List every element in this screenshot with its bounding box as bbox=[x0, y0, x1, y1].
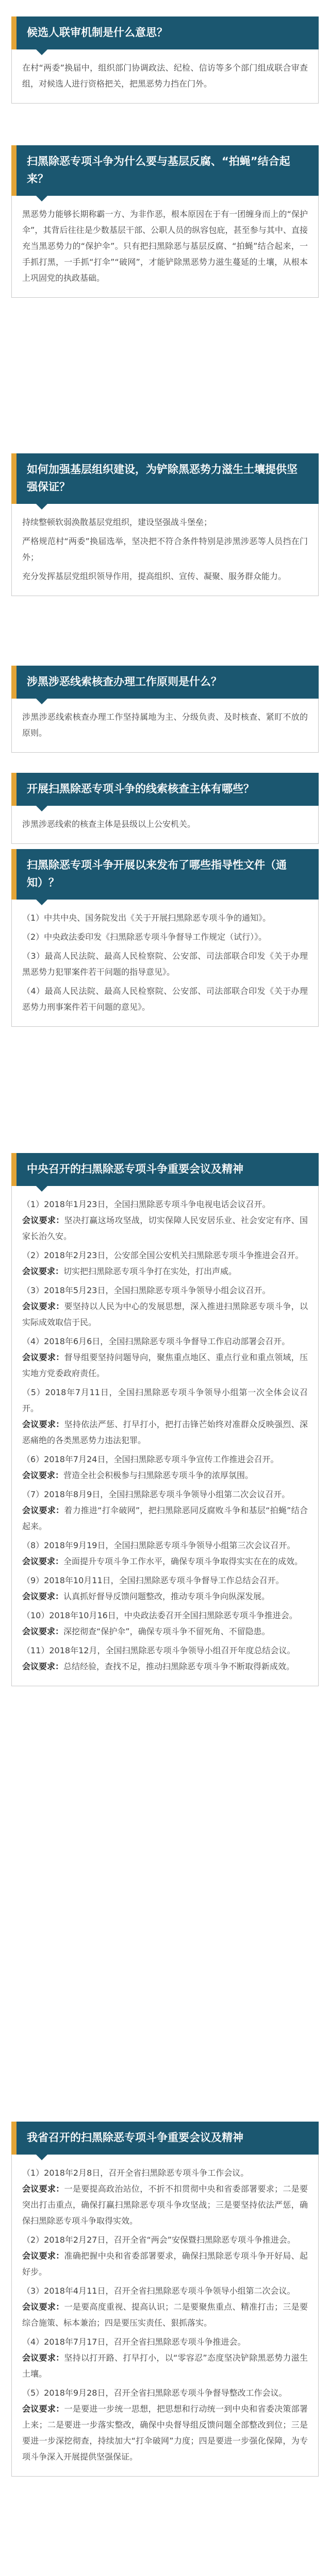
meeting-item bbox=[22, 1333, 308, 1381]
answer-body bbox=[11, 699, 319, 753]
document-item: （4）最高人民法院、最高人民检察院、公安部、司法部联合印发《关于办理恶势力刑事案件若干问题的意见》。 bbox=[22, 986, 308, 1012]
meeting-item bbox=[22, 2165, 308, 2229]
meeting-label: 会议要求： bbox=[22, 2404, 64, 2414]
document-item: （1）中共中央、国务院发出《关于开展扫黑除恶专项斗争的通知》。 bbox=[22, 913, 271, 923]
meeting-text: （5）2018年9月28日，召开全省扫黑除恶专项斗争督导整改工作会议。 bbox=[22, 2388, 287, 2398]
meeting-text: （5）2018年7月11日，全国扫黑除恶专项斗争领导小组第一次全体会议召开。 bbox=[22, 1387, 308, 1413]
meeting-label: 会议要求： bbox=[22, 1215, 64, 1225]
meeting-item bbox=[22, 2334, 308, 2382]
central-meetings-card bbox=[11, 1153, 319, 1686]
qa-card-verification-subject bbox=[11, 773, 319, 844]
meetings-list bbox=[11, 2155, 319, 2477]
meeting-spirit: 深挖彻查“保护伞”，确保专项斗争不留死角、不留隐患。 bbox=[63, 1626, 270, 1636]
question-heading: 扫黑除恶专项斗争为什么要与基层反腐、“拍蝇”结合起来？ bbox=[11, 145, 319, 196]
answer-paragraph: 在村“两委”换届中，组织部门协调政法、纪检、信访等多个部门组成联合审查组，对候选人进行资格把关，把黑恶势力挡在门外。 bbox=[22, 63, 308, 89]
meeting-spirit: 督导组要坚持问题导向，聚焦重点地区、重点行业和重点领域，压实地方党委政府责任。 bbox=[22, 1352, 308, 1378]
question-heading: 如何加强基层组织建设，为铲除黑恶势力滋生土壤提供坚强保证？ bbox=[11, 453, 319, 504]
meeting-item bbox=[22, 1282, 308, 1330]
meeting-spirit: 坚持以打开路、打早打小，以“零容忍”态度坚决铲除黑恶势力滋生土壤。 bbox=[22, 2353, 308, 2379]
meeting-text: （1）2018年2月8日，召开全省扫黑除恶专项斗争工作会议。 bbox=[22, 2168, 249, 2178]
meeting-item bbox=[22, 2232, 308, 2280]
meeting-item bbox=[22, 1451, 308, 1483]
meeting-label: 会议要求： bbox=[22, 2302, 64, 2312]
meeting-spirit: 要坚持以人民为中心的发展思想，深入推进扫黑除恶专项斗争，以实际成效取信于民。 bbox=[22, 1301, 308, 1327]
answer-paragraph: 黑恶势力能够长期称霸一方、为非作恶，根本原因在于有一团缠身而上的“保护伞”，其背后往往是少数基层干部、公职人员的纵容包庇，甚至参与其中、直接充当黑恶势力的“保护伞”。只有把扫黑除恶与基层反腐、“拍蝇”结合起来，一手抓打黑，一手抓“打伞”“破网”，才能铲除黑恶势力滋生蔓延的土壤，从根本上巩固党的执政基础。 bbox=[22, 209, 308, 283]
meeting-spirit: 一是要进一步统一思想，把思想和行动统一到中央和省委决策部署上来；二是要进一步落实整改，确保中央督导组反馈问题全部整改到位；三是要进一步深挖彻查，持续加大“打伞破网”力度；四是要进一步强化保障，为专项斗争深入开展提供坚强保证。 bbox=[22, 2404, 308, 2462]
meeting-text: （6）2018年7月24日，全国扫黑除恶专项斗争宣传工作推进会召开。 bbox=[22, 1454, 279, 1464]
meeting-label: 会议要求： bbox=[22, 1626, 64, 1636]
provincial-meetings-card bbox=[11, 2122, 319, 2477]
meeting-item bbox=[22, 1642, 308, 1674]
meeting-label: 会议要求： bbox=[22, 1662, 64, 1671]
meeting-text: （11）2018年12月，全国扫黑除恶专项斗争领导小组召开年度总结会议。 bbox=[22, 1646, 295, 1655]
meetings-list bbox=[11, 1186, 319, 1686]
meeting-text: （2）2018年2月23日，公安部全国公安机关扫黑除恶专项斗争推进会召开。 bbox=[22, 1250, 304, 1260]
meeting-text: （10）2018年10月16日，中央政法委召开全国扫黑除恶专项斗争推进会。 bbox=[22, 1611, 298, 1620]
meeting-item bbox=[22, 2385, 308, 2465]
section-heading: 中央召开的扫黑除恶专项斗争重要会议及精神 bbox=[11, 1153, 319, 1186]
meeting-item bbox=[22, 1247, 308, 1279]
meeting-text: （7）2018年8月9日，全国扫黑除恶专项斗争领导小组第二次会议召开。 bbox=[22, 1489, 290, 1499]
question-heading: 涉黑涉恶线索核查办理工作原则是什么？ bbox=[11, 666, 319, 699]
question-heading: 候选人联审机制是什么意思？ bbox=[11, 16, 319, 49]
answer-body bbox=[11, 196, 319, 298]
meeting-text: （4）2018年7月17日，召开全省扫黑除恶专项斗争推进会。 bbox=[22, 2337, 246, 2347]
meeting-item bbox=[22, 1572, 308, 1604]
qa-card-grassroots-building bbox=[11, 453, 319, 596]
meeting-label: 会议要求： bbox=[22, 1591, 64, 1601]
meeting-text: （2）2018年2月27日，召开全省“两会”安保暨扫黑除恶专项斗争推进会。 bbox=[22, 2235, 296, 2245]
meeting-spirit: 认真抓好督导反馈问题整改，推动专项斗争向纵深发展。 bbox=[63, 1591, 270, 1601]
meeting-spirit: 总结经验，查找不足，推动扫黑除恶专项斗争不断取得新成效。 bbox=[63, 1662, 295, 1671]
answer-paragraph: 持续整顿软弱涣散基层党组织，建设坚强战斗堡垒； bbox=[22, 517, 212, 527]
meeting-spirit: 坚决打赢这场攻坚战，切实保障人民安居乐业、社会安定有序、国家长治久安。 bbox=[22, 1215, 308, 1241]
meeting-label: 会议要求： bbox=[22, 2184, 64, 2194]
meeting-label: 会议要求： bbox=[22, 1470, 64, 1480]
meeting-text: （3）2018年4月11日，召开全省扫黑除恶专项斗争领导小组第二次会议。 bbox=[22, 2286, 295, 2296]
answer-paragraph: 充分发挥基层党组织领导作用，提高组织、宣传、凝聚、服务群众能力。 bbox=[22, 571, 287, 581]
answer-paragraph: 涉黑涉恶线索的核查主体是县级以上公安机关。 bbox=[22, 819, 196, 829]
meeting-item bbox=[22, 1537, 308, 1569]
meeting-spirit: 准确把握中央和省委部署要求，确保扫黑除恶专项斗争开好局、起好步。 bbox=[22, 2251, 308, 2277]
meeting-label: 会议要求： bbox=[22, 2353, 64, 2363]
meeting-spirit: 切实把扫黑除恶专项斗争打在实处，打出声威。 bbox=[63, 1266, 237, 1276]
qa-card-joint-review bbox=[11, 16, 319, 104]
meeting-label: 会议要求： bbox=[22, 1352, 64, 1362]
answer-body bbox=[11, 49, 319, 104]
meeting-label: 会议要求： bbox=[22, 1266, 64, 1276]
meeting-item bbox=[22, 1384, 308, 1448]
meeting-item bbox=[22, 1196, 308, 1244]
qa-card-anti-corruption bbox=[11, 145, 319, 298]
meeting-spirit: 一是要提高政治站位，不折不扣贯彻中央和省委部署要求；二是要突出打击重点，确保打赢扫黑除恶专项斗争攻坚战；三是要坚持依法严惩，确保扫黑除恶专项斗争取得实效。 bbox=[22, 2184, 308, 2226]
meeting-label: 会议要求： bbox=[22, 1556, 64, 1566]
meeting-text: （4）2018年6月6日，全国扫黑除恶专项斗争督导工作启动部署会召开。 bbox=[22, 1336, 290, 1346]
meeting-spirit: 营造全社会积极参与扫黑除恶专项斗争的浓厚氛围。 bbox=[63, 1470, 254, 1480]
answer-body bbox=[11, 900, 319, 1027]
meeting-spirit: 全面提升专项斗争工作水平，确保专项斗争取得实实在在的成效。 bbox=[63, 1556, 303, 1566]
qa-card-guiding-documents bbox=[11, 849, 319, 1027]
meeting-spirit: 坚持依法严惩、打早打小，把打击锋芒始终对准群众反映强烈、深恶痛绝的各类黑恶势力违法犯罪。 bbox=[22, 1419, 308, 1445]
meeting-text: （8）2018年9月19日，全国扫黑除恶专项斗争领导小组第三次会议召开。 bbox=[22, 1540, 295, 1550]
meeting-label: 会议要求： bbox=[22, 1419, 64, 1429]
meeting-item bbox=[22, 1607, 308, 1639]
question-heading: 扫黑除恶专项斗争开展以来发布了哪些指导性文件（通知）？ bbox=[11, 849, 319, 900]
meeting-text: （3）2018年5月23日，全国扫黑除恶专项斗争领导小组会议召开。 bbox=[22, 1285, 271, 1295]
meeting-item bbox=[22, 2283, 308, 2331]
answer-body bbox=[11, 504, 319, 596]
answer-paragraph: 涉黑涉恶线索核查办理工作坚持属地为主、分级负责、及时核查、紧盯不放的原则。 bbox=[22, 712, 308, 738]
answer-body bbox=[11, 806, 319, 844]
meeting-label: 会议要求： bbox=[22, 1301, 64, 1311]
meeting-text: （9）2018年10月11日，全国扫黑除恶专项斗争督导工作总结会召开。 bbox=[22, 1575, 284, 1585]
document-item: （3）最高人民法院、最高人民检察院、公安部、司法部联合印发《关于办理黑恶势力犯罪案件若干问题的指导意见》。 bbox=[22, 951, 308, 977]
question-heading: 开展扫黑除恶专项斗争的线索核查主体有哪些？ bbox=[11, 773, 319, 806]
meeting-text: （1）2018年1月23日，全国扫黑除恶专项斗争电视电话会议召开。 bbox=[22, 1199, 271, 1209]
meeting-label: 会议要求： bbox=[22, 2251, 64, 2261]
answer-paragraph: 严格规范村“两委”换届选举，坚决把不符合条件特别是涉黑涉恶等人员挡在门外； bbox=[22, 536, 308, 562]
meeting-item bbox=[22, 1486, 308, 1534]
document-item: （2）中央政法委印发《扫黑除恶专项斗争督导工作规定（试行）》。 bbox=[22, 932, 267, 942]
section-heading: 我省召开的扫黑除恶专项斗争重要会议及精神 bbox=[11, 2122, 319, 2155]
meeting-label: 会议要求： bbox=[22, 1505, 64, 1515]
meeting-spirit: 一是要高度重视、提高认识；二是要聚焦重点、精准打击；三是要综合施策、标本兼治；四是要压实责任、狠抓落实。 bbox=[22, 2302, 308, 2328]
meeting-spirit: 着力推进“打伞破网”，把扫黑除恶同反腐败斗争和基层“拍蝇”结合起来。 bbox=[22, 1505, 308, 1531]
qa-card-verification-principle bbox=[11, 666, 319, 753]
